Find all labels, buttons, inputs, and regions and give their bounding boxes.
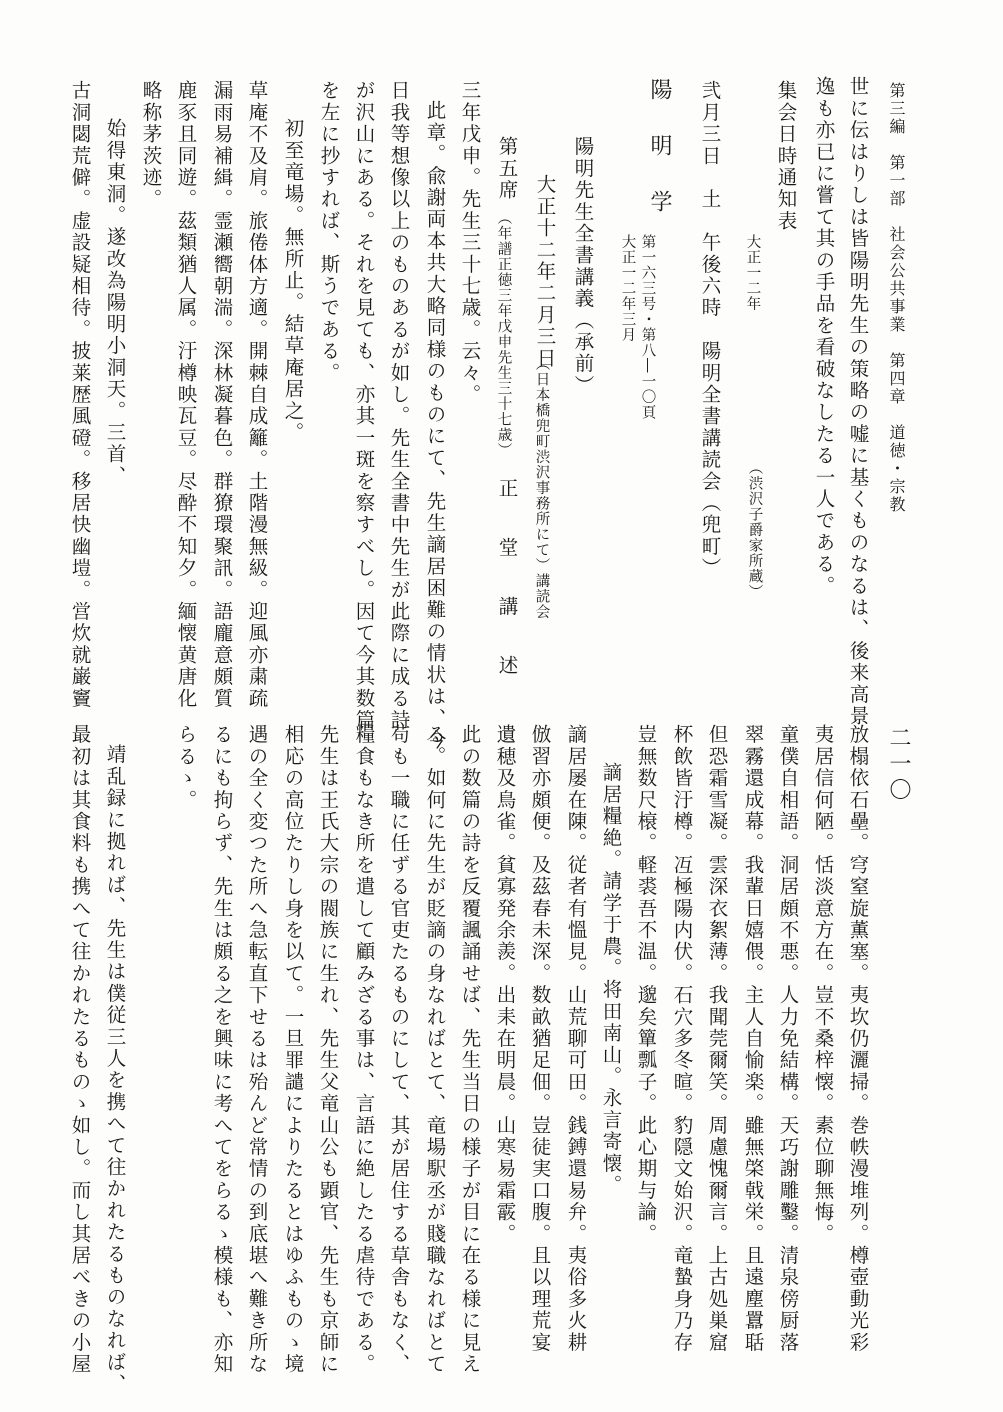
notice-title: 集会日時通知表 — [774, 80, 798, 232]
prose-line: 靖乱録に拠れば、先生は僕従三人を携へて往かれたるものなれば、 — [103, 744, 127, 1395]
prose-line: 最初は其食料も携へて往かれたるものゝ如し。而し其居べきの小屋 — [68, 724, 92, 1375]
lecturer: 正 堂 講 述 — [495, 478, 519, 685]
page-number: 二一〇 — [886, 726, 911, 804]
poem-line: 草庵不及肩。旅倦体方適。開棘自成籬。土階漫無級。迎風亦粛疏 — [245, 80, 269, 710]
text-line: が沢山にある。それを見ても、亦其一斑を察すべし。因て今其数篇 — [352, 80, 376, 731]
poem-line: 童僕自相語。洞居頗不悪。人力免結構。天巧謝雕鑿。清泉傍厨落 — [776, 724, 800, 1354]
chronology-note: （年譜正徳三年戊申先生三十七歳） — [495, 210, 512, 458]
text-line: 三年戊申。先生三十七歳。云々。 — [458, 80, 482, 406]
text-line: 此章。兪謝両本共大略同様のものにて、先生謫居困難の情状は、今 — [423, 100, 447, 751]
journal-name: 陽 明 学 — [647, 78, 672, 218]
intro-line-2: 逸も亦已に嘗て其の手品を看破なしたる一人である。 — [812, 76, 836, 597]
poem-line: 放榻依石壘。穹窒旋薫塞。夷坎仍灑掃。巻帙漫堆列。樽壺動光彩 — [846, 724, 870, 1354]
poem-line: 略称茅茨迹。 — [139, 80, 163, 211]
prose-line: 此の数篇の詩を反覆諷誦せば、先生当日の様子が目に在る様に見え — [458, 724, 482, 1375]
journal-issue-date: 大正一二年三月 — [619, 234, 636, 343]
poem-line: 翠霧還成幕。我輩日嬉偎。主人自愉楽。雖無棨戟栄。且遠塵囂聒 — [741, 724, 765, 1354]
session-number: 第五席 — [495, 136, 519, 202]
running-title: 第三編 第一部 社会公共事業 第四章 道徳・宗教 — [887, 82, 906, 514]
poem-line: 漏雨易補緝。霊瀬嚮朝湍。深林凝暮色。群獠環聚訊。語龐意頗質 — [210, 80, 234, 710]
prose-line: 相応の高位たりし身を以て。一旦罪譴によりたるとはゆふものゝ境 — [281, 724, 305, 1375]
article-title: 陽明先生全書講義（承前） — [571, 136, 595, 397]
prose-line: 糧食もなき所を遣して顧みざる事は、言語に絶したる虐待である。 — [352, 724, 376, 1375]
notice-source: （渋沢子爵家所蔵） — [746, 460, 763, 600]
prose-line: 遇の全く変つた所へ急転直下せるは殆んど常情の到底堪へ難き所な — [245, 724, 269, 1375]
poem-title: 謫居糧絶。請学于農。将田南山。永言寄懐。 — [599, 762, 623, 1196]
prose-line: るにも拘らず、先生は頗る之を興味に考へてをらるゝ模様も、亦知 — [210, 724, 234, 1375]
text-line: を左に抄すれば、斯うである。 — [317, 80, 341, 384]
journal-issue-number: 第一六三号・第八―一〇頁 — [639, 234, 656, 420]
poem-line: 謫居屡在陳。従者有慍見。山荒聊可田。銭鎛還易弁。夷俗多火耕 — [564, 724, 588, 1354]
prose-line: らるゝ。 — [174, 724, 198, 811]
poem-line: 夷居信何陋。恬淡意方在。豈不桑梓懐。素位聊無悔。 — [811, 724, 835, 1245]
prose-line: る。如何に先生が貶謫の身なればとて、竜場駅丞が賤職なればとて — [423, 724, 447, 1375]
intro-line-1: 世に伝はりしは皆陽明先生の策略の嘘に基くものなるは、後来高景 — [846, 76, 870, 727]
poem-title: 始得東洞。遂改為陽明小洞天。三首、 — [103, 118, 127, 487]
session-date: 大正十二年二月三日 — [533, 174, 557, 370]
poem-line: 遺穂及鳥雀。貧寡発余羨。出耒在明晨。山寒易霜霰。 — [493, 724, 517, 1245]
session-venue: （日本橋兜町渋沢事務所にて）講読会 — [533, 356, 550, 620]
prose-line: 先生は王氏大宗の閥族に生れ、先生父竜山公も顕官、先生も京師に — [316, 724, 340, 1375]
notice-datetime: 弐月三日 土 午後六時 陽明全書講読会（兜町） — [698, 80, 722, 580]
text-line: 日我等想像以上のものあるが如し。先生全書中先生が此際に成る詩 — [387, 80, 411, 731]
poem-line: 古洞閟荒僻。虚設疑相待。披莱歴風磴。移居快幽塏。営炊就巌竇 — [68, 80, 92, 710]
poem-line: 鹿豕且同遊。茲類猶人属。汙樽映瓦豆。尽酔不知夕。緬懐黄唐化 — [174, 80, 198, 710]
poem-line: 杯飲皆汙樽。冱極陽内伏。石穴多冬暄。豹隠文始沢。竜蟄身乃存 — [670, 724, 694, 1354]
prose-line: 苟も一職に任ずる官吏たるものにして、其が居住する草舎もなく、 — [387, 724, 411, 1375]
poem-line: 豈無数尺榱。軽裘吾不温。邈矣簞瓢子。此心期与論。 — [634, 724, 658, 1245]
poem-line: 但恐霜雪凝。雲深衣絮薄。我聞莞爾笑。周慮愧爾言。上古処巣窟 — [705, 724, 729, 1354]
notice-year: 大正一二年 — [744, 234, 761, 312]
poem-line: 倣習亦頗便。及茲春未深。数畝猶足佃。豈徒実口腹。且以理荒宴 — [528, 724, 552, 1354]
poem-title: 初至竜場。無所止。結草庵居之。 — [281, 118, 305, 444]
